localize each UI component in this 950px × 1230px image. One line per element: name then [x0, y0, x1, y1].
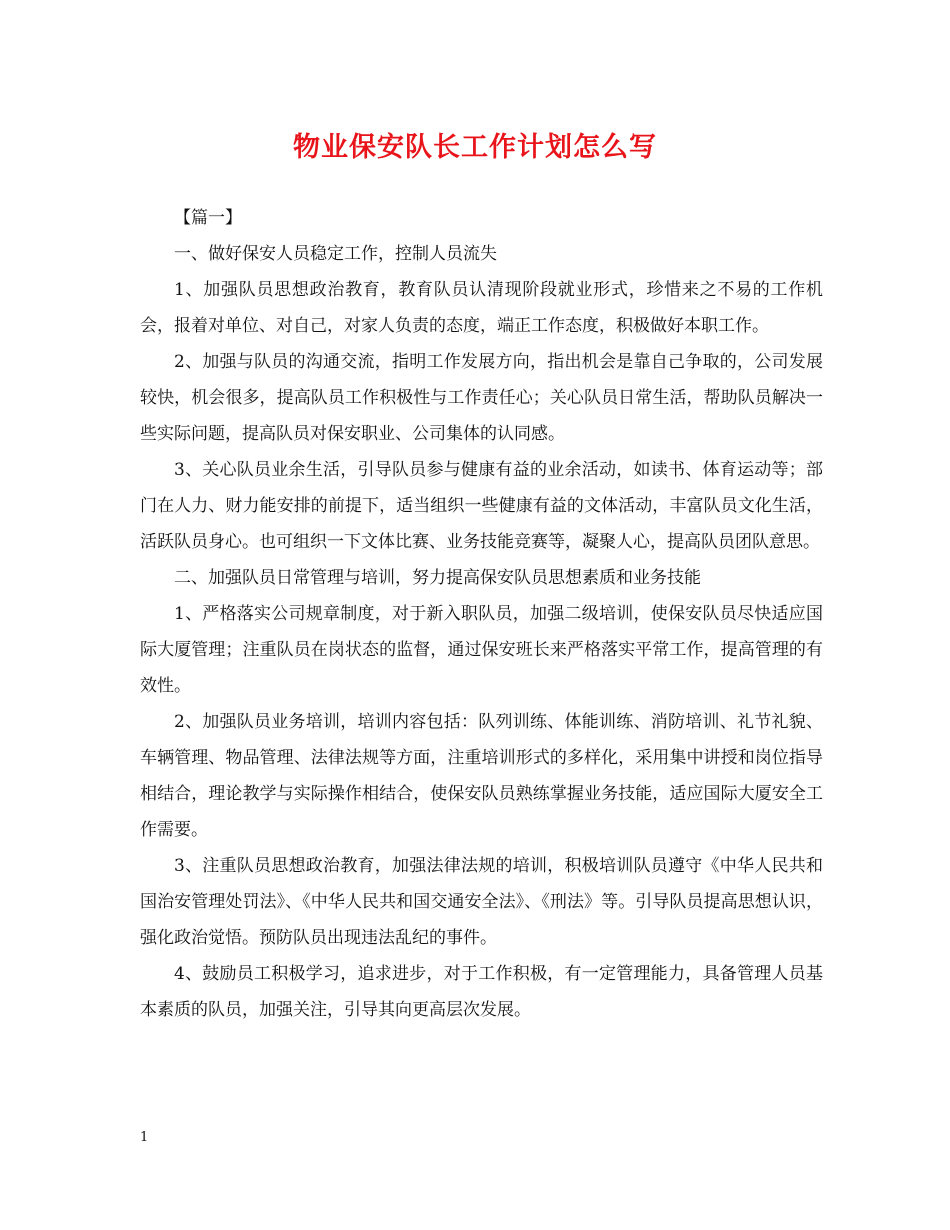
- section-label: 【篇一】: [174, 208, 242, 228]
- paragraph: 2、加强队员业务培训，培训内容包括：队列训练、体能训练、消防培训、礼节礼貌、车辆管理、物品管理、法律法规等方面，注重培训形式的多样化，采用集中讲授和岗位指导相结合，理论教学与实际操作相结合，使保安队员熟练掌握业务技能，适应国际大厦安全工作需要。: [140, 712, 823, 840]
- paragraph: 1、严格落实公司规章制度，对于新入职队员，加强二级培训，使保安队员尽快适应国际大厦管理；注重队员在岗状态的监督，通过保安班长来严格落实平常工作，提高管理的有效性。: [140, 604, 823, 696]
- section-heading: 二、加强队员日常管理与培训，努力提高保安队员思想素质和业务技能: [174, 568, 701, 588]
- paragraph: 3、注重队员思想政治教育，加强法律法规的培训，积极培训队员遵守《中华人民共和国治安管理处罚法》、《中华人民共和国交通安全法》、《刑法》等。引导队员提高思想认识，强化政治觉悟。预防队员出现违法乱纪的事件。: [140, 856, 823, 948]
- document-title: 物业保安队长工作计划怎么写: [293, 132, 657, 163]
- paragraph: 3、关心队员业余生活，引导队员参与健康有益的业余活动，如读书、体育运动等；部门在人力、财力能安排的前提下，适当组织一些健康有益的文体活动，丰富队员文化生活，活跃队员身心。也可组织一下文体比赛、业务技能竞赛等，凝聚人心，提高队员团队意思。: [140, 460, 823, 552]
- document-body: [140, 200, 823, 1028]
- page-number: 1: [140, 1130, 149, 1145]
- paragraph: 4、鼓励员工积极学习，追求进步，对于工作积极，有一定管理能力，具备管理人员基本素质的队员，加强关注，引导其向更高层次发展。: [140, 964, 823, 1020]
- section-heading: 一、做好保安人员稳定工作，控制人员流失: [174, 244, 497, 264]
- paragraph: 2、加强与队员的沟通交流，指明工作发展方向，指出机会是靠自己争取的，公司发展较快，机会很多，提高队员工作积极性与工作责任心；关心队员日常生活，帮助队员解决一些实际问题，提高队员对保安职业、公司集体的认同感。: [140, 352, 823, 444]
- paragraph: 1、加强队员思想政治教育，教育队员认清现阶段就业形式，珍惜来之不易的工作机会，报着对单位、对自己，对家人负责的态度，端正工作态度，积极做好本职工作。: [140, 280, 823, 336]
